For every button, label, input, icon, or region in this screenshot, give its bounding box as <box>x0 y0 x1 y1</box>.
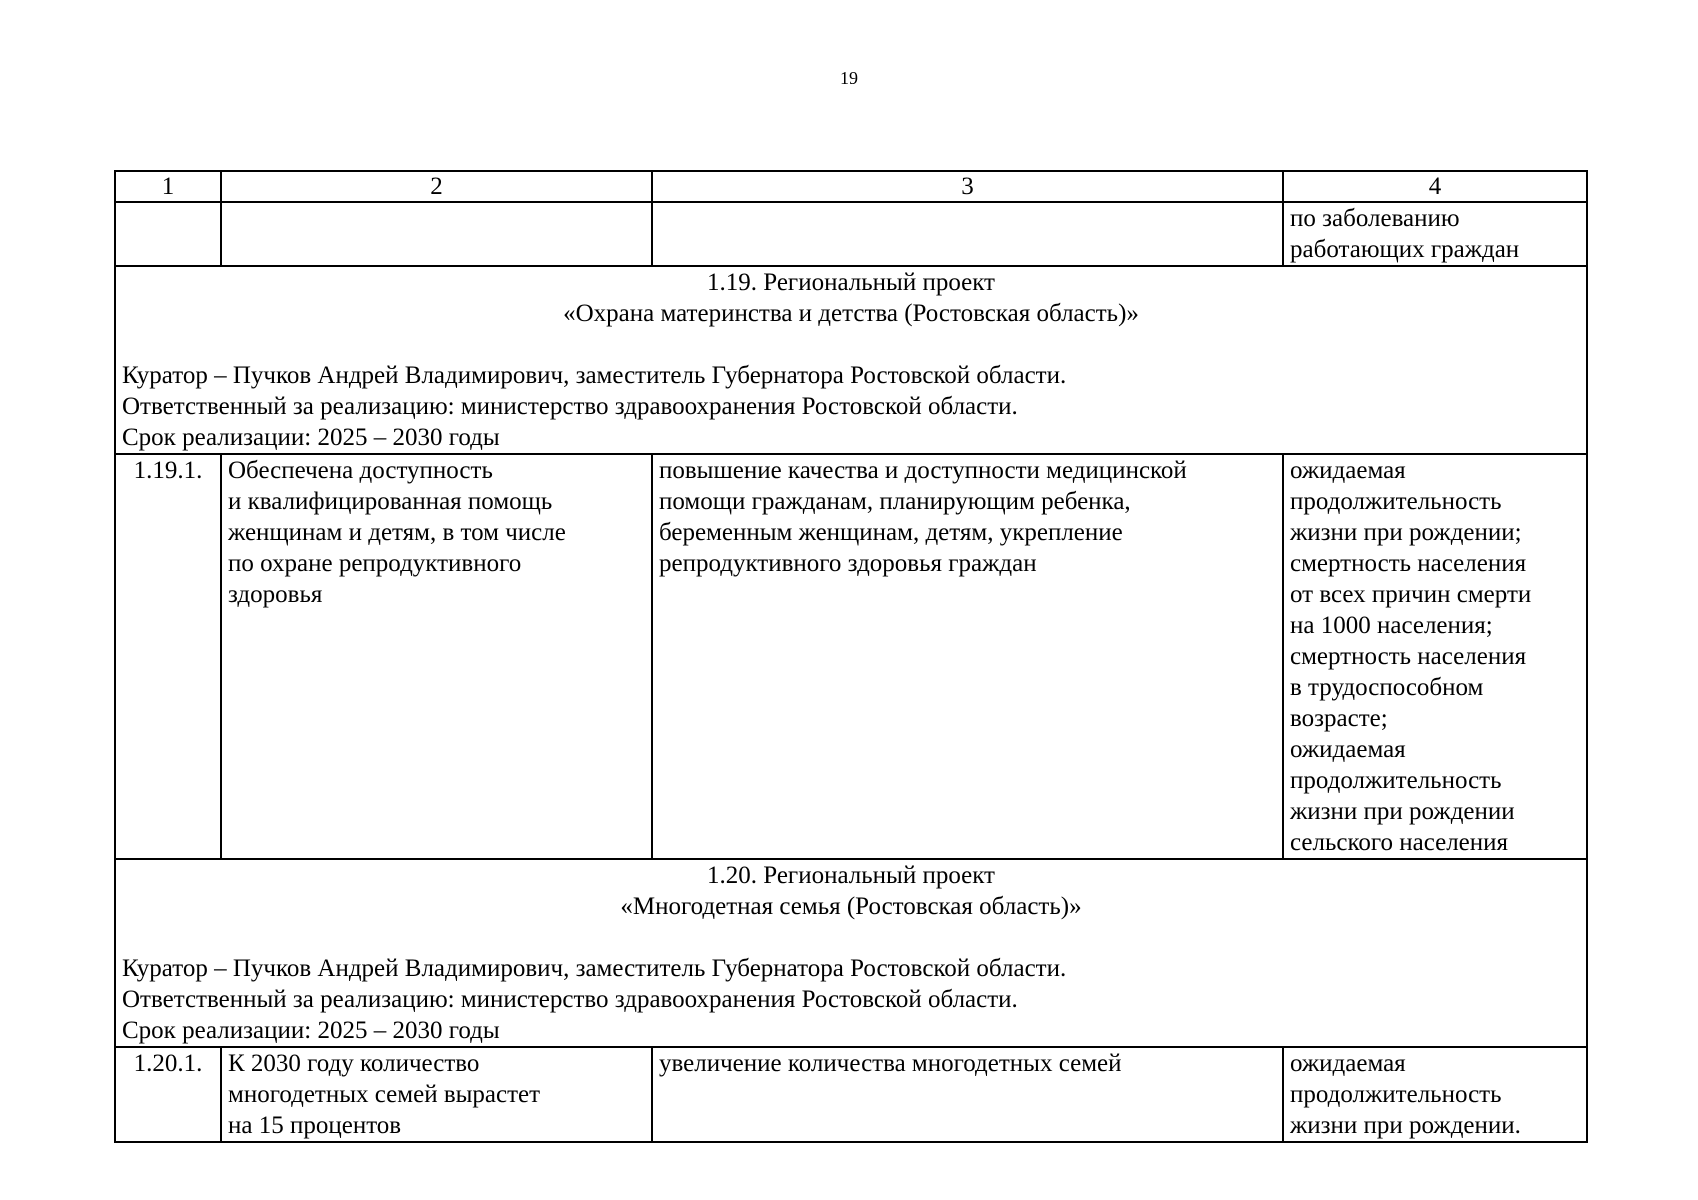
projects-table <box>114 170 1588 1143</box>
cell-line: К 2030 году количество <box>228 1050 480 1077</box>
cell-line: помощи гражданам, планирующим ребенка, <box>659 488 1131 515</box>
cell-line: по заболеванию <box>1290 205 1460 232</box>
cell-line: беременным женщинам, детям, укрепление <box>659 519 1123 546</box>
section-term: Срок реализации: 2025 – 2030 годы <box>122 424 500 451</box>
column-header: 3 <box>652 171 1283 202</box>
cell-line: ожидаемая <box>1290 457 1406 484</box>
table-cell <box>115 202 221 266</box>
cell-line: от всех причин смерти <box>1290 581 1532 608</box>
table-header-row <box>115 171 1587 202</box>
section-curator: Куратор – Пучков Андрей Владимирович, заместитель Губернатора Ростовской области. <box>122 955 1067 982</box>
table-row <box>115 454 1587 859</box>
section-term: Срок реализации: 2025 – 2030 годы <box>122 1017 500 1044</box>
section-responsible: Ответственный за реализацию: министерство здравоохранения Ростовской области. <box>122 986 1018 1013</box>
table-cell <box>652 202 1283 266</box>
table-cell <box>1283 202 1587 266</box>
cell-line: жизни при рождении <box>1290 798 1515 825</box>
section-subtitle: «Охрана материнства и детства (Ростовская область)» <box>563 300 1139 327</box>
cell-line: женщинам и детям, в том числе <box>228 519 566 546</box>
cell-line: повышение качества и доступности медицинской <box>659 457 1187 484</box>
cell-line: смертность населения <box>1290 643 1527 670</box>
table-cell <box>652 454 1283 859</box>
cell-line: увеличение количества многодетных семей <box>659 1050 1122 1077</box>
column-header: 1 <box>115 171 221 202</box>
cell-line: здоровья <box>228 581 323 608</box>
cell-line: возрасте; <box>1290 705 1388 732</box>
table-cell <box>221 454 652 859</box>
section-header <box>115 859 1587 1047</box>
section-header <box>115 266 1587 454</box>
cell-line: жизни при рождении. <box>1290 1112 1521 1139</box>
cell-line: сельского населения <box>1290 829 1509 856</box>
table-cell <box>221 1047 652 1142</box>
row-number: 1.19.1. <box>115 454 221 859</box>
cell-line: репродуктивного здоровья граждан <box>659 550 1037 577</box>
cell-line: ожидаемая <box>1290 1050 1406 1077</box>
cell-line: и квалифицированная помощь <box>228 488 553 515</box>
section-curator: Куратор – Пучков Андрей Владимирович, заместитель Губернатора Ростовской области. <box>122 362 1067 389</box>
cell-line: продолжительность <box>1290 767 1502 794</box>
section-header-row <box>115 266 1587 454</box>
cell-line: на 1000 населения; <box>1290 612 1493 639</box>
cell-line: Обеспечена доступность <box>228 457 493 484</box>
section-title: 1.19. Региональный проект <box>707 269 995 296</box>
section-responsible: Ответственный за реализацию: министерство здравоохранения Ростовской области. <box>122 393 1018 420</box>
row-number: 1.20.1. <box>115 1047 221 1142</box>
cell-line: в трудоспособном <box>1290 674 1484 701</box>
cell-line: на 15 процентов <box>228 1112 402 1139</box>
table-cell <box>1283 454 1587 859</box>
cell-line: продолжительность <box>1290 488 1502 515</box>
table-row <box>115 1047 1587 1142</box>
cell-line: работающих граждан <box>1290 236 1520 263</box>
page-number: 19 <box>840 68 858 88</box>
cell-line: продолжительность <box>1290 1081 1502 1108</box>
column-header: 4 <box>1283 171 1587 202</box>
section-title: 1.20. Региональный проект <box>707 862 995 889</box>
table-row <box>115 202 1587 266</box>
table-cell <box>652 1047 1283 1142</box>
column-header: 2 <box>221 171 652 202</box>
table-cell <box>1283 1047 1587 1142</box>
table-cell <box>221 202 652 266</box>
cell-line: ожидаемая <box>1290 736 1406 763</box>
cell-line: по охране репродуктивного <box>228 550 522 577</box>
section-header-row <box>115 859 1587 1047</box>
cell-line: жизни при рождении; <box>1290 519 1522 546</box>
cell-line: многодетных семей вырастет <box>228 1081 541 1108</box>
cell-line: смертность населения <box>1290 550 1527 577</box>
section-subtitle: «Многодетная семья (Ростовская область)» <box>620 893 1082 920</box>
